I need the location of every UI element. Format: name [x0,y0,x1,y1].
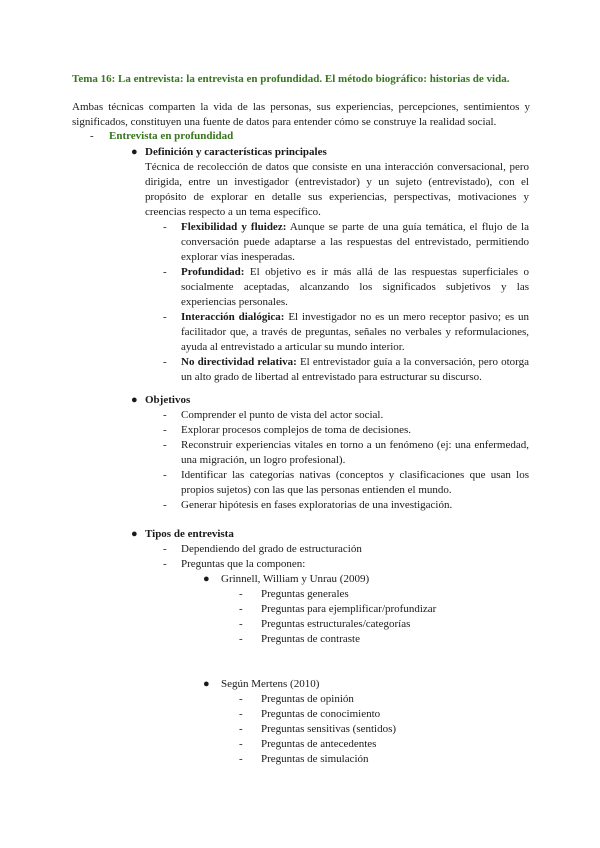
list-item: - Preguntas de opinión [239,693,354,705]
list-item: - Preguntas generales [239,588,349,600]
grinnell-group [167,572,529,647]
list-item: - Comprender el punto de vista del actor social. [163,409,384,421]
list-item: - Flexibilidad y fluidez: Aunque se parte de una guía temática, el flujo de la conversación puede adaptarse a las respuestas del entrevistado, permitiendo explorar vías inesperadas. [163,221,529,263]
dash-icon: - [163,424,167,436]
dash-icon: - [163,221,167,233]
dash-icon: - [239,708,243,720]
list-item: - Reconstruir experiencias vitales en torno a un fenómeno (ej: una enfermedad, una migración, un logro profesional). [163,439,529,466]
mertens-group [167,677,529,767]
section-label: Entrevista en profundidad [109,130,234,142]
bullet-icon: ● [203,678,210,690]
dash-icon: - [239,723,243,735]
dash-icon: - [163,266,167,278]
dash-icon: - [163,356,167,368]
dash-icon: - [239,618,243,630]
list-item: - Dependiendo del grado de estructuración [163,543,362,555]
list-item: - Preguntas para ejemplificar/profundizar [239,603,437,615]
dash-icon: - [163,499,167,511]
mertens-heading: ● Según Mertens (2010) [203,678,320,690]
dash-icon: - [163,409,167,421]
section-heading [90,129,233,144]
list-item: - Preguntas estructurales/categorías [239,618,411,630]
dash-icon: - [239,753,243,765]
dash-icon: - [239,633,243,645]
dash-icon: - [163,558,167,570]
objectives-list [145,408,529,513]
dash-icon: - [239,693,243,705]
dash-icon: - [239,738,243,750]
mertens-list [239,692,529,767]
types-list [145,542,529,767]
dash-icon: - [163,543,167,555]
definition-heading: ● Definición y características principales [131,146,327,158]
dash-icon: - [163,469,167,481]
list-item: - Preguntas que la componen: [163,558,306,570]
list-item: - Generar hipótesis en fases exploratorias de una investigación. [163,499,453,511]
list-item: - Preguntas de antecedentes [239,738,377,750]
dash-icon: - [239,603,243,615]
dash-icon: - [239,588,243,600]
list-item: - Preguntas de contraste [239,633,360,645]
grinnell-heading: ● Grinnell, William y Unrau (2009) [203,573,370,585]
bullet-icon: ● [131,146,138,158]
grinnell-list [239,587,529,647]
objectives-block [131,393,531,513]
list-item: - Interacción dialógica: El investigador no es un mero receptor pasivo; es un facilitador que, a través de preguntas, señales no verbales y reformulaciones, ayuda al entrevistado a articular su mundo interior. [163,311,529,353]
dash-icon: - [163,439,167,451]
definition-text: Técnica de recolección de datos que consiste en una interacción conversacional, pero dirigida, entre un investigador (entrevistador) y un sujeto (entrevistado), con el propósito de explorar en detalle sus experiencias, perspectivas, motivaciones y creencias respecto a un tema específico. [145,161,529,218]
objectives-heading: ● Objetivos [131,394,191,406]
definition-list [145,220,529,385]
list-item: - No directividad relativa: El entrevistador guía a la conversación, pero otorga un alto grado de libertad al entrevistado para estructurar su discurso. [163,356,529,383]
types-heading: ● Tipos de entrevista [131,528,234,540]
intro-paragraph: Ambas técnicas comparten la vida de las personas, sus experiencias, percepciones, sentimientos y significados, constituyen una fuente de datos para entender cómo se construye la realidad social. [72,101,530,128]
document-title: Tema 16: La entrevista: la entrevista en profundidad. El método biográfico: historias de vida. [72,73,510,85]
bullet-icon: ● [131,528,138,540]
section-dash: - [90,130,94,142]
list-item: - Explorar procesos complejos de toma de decisiones. [163,424,412,436]
definition-block [131,145,531,385]
list-item: - Preguntas de conocimiento [239,708,381,720]
bullet-icon: ● [131,394,138,406]
list-item: - Identificar las categorías nativas (conceptos y clasificaciones que usan los propios sujetos) con las que las personas entienden el mundo. [163,469,529,496]
list-item: - Profundidad: El objetivo es ir más allá de las respuestas superficiales o socialmente aceptadas, alcanzando los significados subjetivos y las experiencias personales. [163,266,529,308]
list-item: - Preguntas sensitivas (sentidos) [239,723,397,735]
types-block [131,527,531,767]
bullet-icon: ● [203,573,210,585]
list-item: - Preguntas de simulación [239,753,369,765]
dash-icon: - [163,311,167,323]
